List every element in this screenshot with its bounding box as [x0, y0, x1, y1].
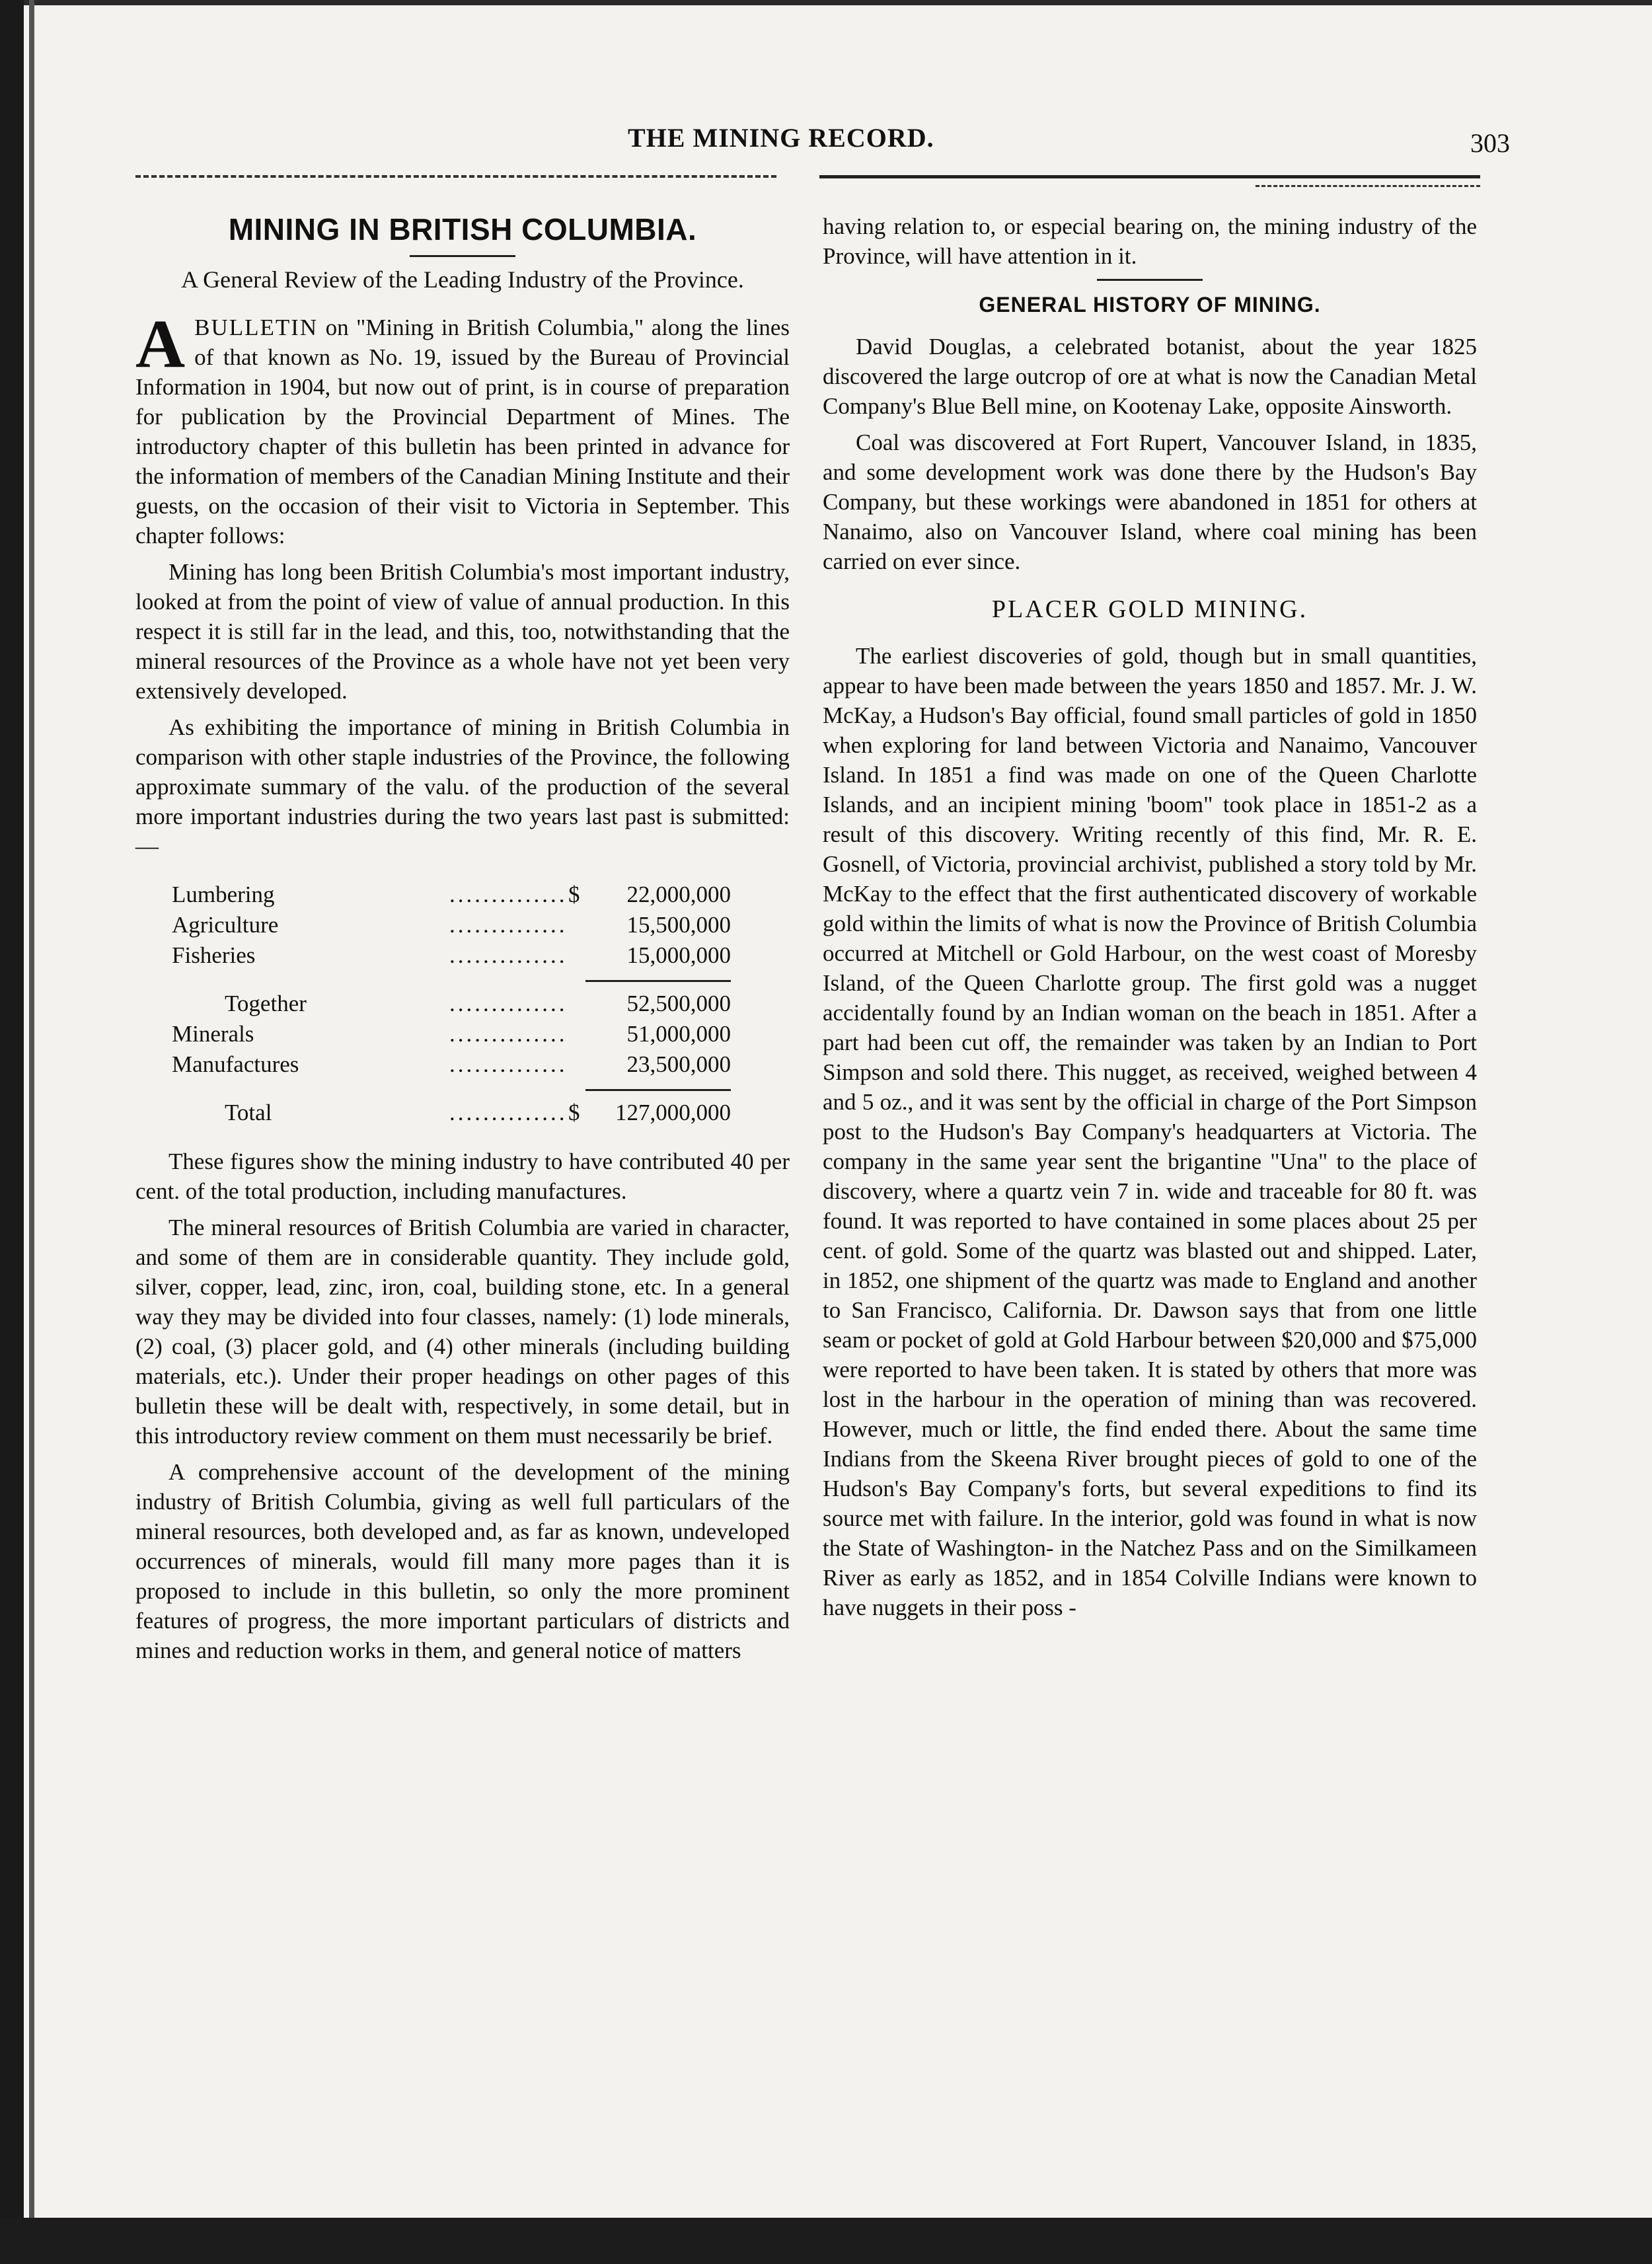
- currency-sign: $: [568, 882, 580, 907]
- table-spacer: [172, 971, 731, 981]
- row-label: Total: [225, 1100, 272, 1125]
- scan-border-bottom: [0, 2218, 1652, 2264]
- paragraph-9: Coal was discovered at Fort Rupert, Vancouver Island, in 1835, and some development work was done there by the Hudson's Bay Company, but these workings were abandoned in 1851 for others at Nanaimo, also on Vancouver Island, where coal mining has been carried on ever since.: [823, 430, 1477, 574]
- table-row: [172, 1049, 731, 1080]
- intro-paragraph: [135, 306, 790, 550]
- production-summary-table: [172, 880, 731, 1128]
- leader-dots: ..............: [449, 882, 568, 907]
- leader-dots: ..............: [449, 912, 568, 938]
- table-row: [172, 910, 731, 940]
- row-label: Manufactures: [172, 1051, 299, 1077]
- leader-dots: ..............: [449, 942, 568, 968]
- article-subtitle: A General Review of the Leading Industry of the Province.: [181, 266, 744, 293]
- section-heading-general-history: GENERAL HISTORY OF MINING.: [979, 293, 1321, 317]
- table-row: [172, 1019, 731, 1049]
- table-spacer: [172, 1080, 731, 1090]
- currency-sign: $: [568, 1100, 580, 1125]
- binding-shadow-inner: [29, 0, 34, 2264]
- table-rule: [172, 981, 731, 989]
- row-amount: 51,000,000: [626, 1021, 731, 1047]
- row-label: Lumbering: [172, 882, 275, 907]
- currency-sign: [568, 940, 585, 971]
- paragraph-10: The earliest discoveries of gold, though but in small quantities, appear to have been made between the years 1850 and 1857. Mr. J. W. McKay, a Hudson's Bay official, found small particles of gold in 1850 when exploring for land between Victoria and Nanaimo, Vancouver Island. In 1851 a find was made on one of the Queen Charlotte Islands, and an incipient mining 'boom" took place in 1851-2 as a result of this discovery. Writing recently of this find, Mr. R. E. Gosnell, of Victoria, provincial archivist, published a story told by Mr. McKay to the effect that the first authenticated discovery of workable gold within the limits of what is now the Province of British Columbia occurred at Mitchell or Gold Harbour, on the west coast of Moresby Island, of the Queen Charlotte group. The first gold was a nugget accidentally found by an Indian woman on the beach in 1851. After a part had been cut off, the remainder was taken by an Indian to Port Simpson and sold there. This nugget, as received, weighed between 4 and 5 oz., and it was sent by the official in charge of the Port Simpson post to the Hudson's Bay Company's headquarters at Victoria. The company in the same year sent the brigantine "Una" to the place of discovery, where a quartz vein 7 in. wide and traceable for 80 ft. was found. It was reported to have contained in some places about 25 per cent. of gold. Some of the quartz was blasted out and shipped. Later, in 1852, one shipment of the quartz was made to England and another to San Francisco, California. Dr. Dawson says that from one little seam or pocket of gold at Gold Harbour between $20,000 and $75,000 were reported to have been taken. It is stated by others that more was lost in the harbour in the operation of mining than was recovered. However, much or little, the find ended there. About the same time Indians from the Skeena River brought pieces of gold to one of the Hudson's Bay Company's forts, but several expeditions to find its source met with failure. In the interior, gold was found in what is now the State of Washington- in the Natchez Pass and on the Similkameen River as early as 1852, and in 1854 Colville Indians were known to have nuggets in their poss -: [823, 643, 1477, 1620]
- running-head: [86, 122, 1510, 162]
- row-amount: 15,500,000: [626, 912, 731, 938]
- table-row: [172, 940, 731, 971]
- section-divider: [1097, 279, 1203, 281]
- article-title: MINING IN BRITISH COLUMBIA.: [228, 212, 697, 246]
- binding-shadow: [0, 0, 24, 2264]
- header-rule-right: [819, 175, 1480, 178]
- table-rule: [172, 1090, 731, 1098]
- paragraph-8: David Douglas, a celebrated botanist, about the year 1825 discovered the large outcrop of ore at what is now the Canadian Metal Company's Blue Bell mine, on Kootenay Lake, opposite Ainsworth.: [823, 334, 1477, 419]
- row-label: Agriculture: [172, 912, 279, 938]
- paragraph-7: having relation to, or especial bearing on, the mining industry of the Province, will have attention in it.: [823, 213, 1477, 269]
- row-amount: 22,000,000: [626, 882, 731, 907]
- row-label: Together: [225, 991, 307, 1016]
- running-title: THE MINING RECORD.: [628, 123, 934, 153]
- leader-dots: ..............: [449, 991, 568, 1016]
- title-divider: [410, 255, 515, 257]
- row-amount: 15,000,000: [626, 942, 731, 968]
- section-heading-placer-gold: PLACER GOLD MINING.: [991, 595, 1308, 623]
- row-label: Minerals: [172, 1021, 254, 1047]
- header-rule-left: [135, 175, 776, 178]
- row-label: Fisheries: [172, 942, 256, 968]
- table-row: [172, 880, 731, 910]
- paragraph-6: A comprehensive account of the development of the mining industry of British Columbia, giving as well full particulars of the mineral resources, both developed and, as far as known, undeveloped occurrences of minerals, would fill many more pages than it is proposed to include in this bulletin, so only the more prominent features of progress, the more important particulars of districts and mines and reduction works in them, and general notice of matters: [135, 1459, 790, 1663]
- paragraph-2: Mining has long been British Columbia's most important industry, looked at from the point of view of value of annual production. In this respect it is still far in the lead, and this, too, notwithstanding that the mineral resources of the Province as a whole have not yet been very extensively developed.: [135, 559, 790, 704]
- leader-dots: ..............: [449, 1051, 568, 1077]
- currency-sign: [568, 910, 585, 940]
- table-row-together: [172, 989, 731, 1019]
- page-number: 303: [1470, 128, 1510, 158]
- header-rule-right-dashed: [1256, 185, 1480, 187]
- row-amount: 52,500,000: [626, 991, 731, 1016]
- leader-dots: ..............: [449, 1021, 568, 1047]
- row-amount: 127,000,000: [615, 1100, 731, 1125]
- leader-dots: ..............: [449, 1100, 568, 1125]
- intro-smallcaps: BULLETIN: [194, 315, 319, 340]
- left-column: [135, 211, 790, 1672]
- page-edge-top: [0, 0, 1652, 5]
- table-row-total: [172, 1098, 731, 1128]
- drop-cap: A: [135, 306, 186, 382]
- row-amount: 23,500,000: [626, 1051, 731, 1077]
- paragraph-3: As exhibiting the importance of mining in British Columbia in comparison with other staple industries of the Province, the following approximate summary of the valu. of the production of the several more important industries during the two years last past is submitted:—: [135, 714, 790, 859]
- intro-text: on "Mining in British Columbia," along the lines of that known as No. 19, issued by the Bureau of Provincial Information in 1904, but now out of print, is in course of preparation for publication by the Provincial Department of Mines. The introductory chapter of this bulletin has been printed in advance for the information of members of the Canadian Mining Institute and their guests, on the occasion of their visit to Victoria in September. This chapter follows:: [135, 315, 790, 548]
- paragraph-4: These figures show the mining industry to have contributed 40 per cent. of the total production, including manufactures.: [135, 1149, 790, 1204]
- paragraph-5: The mineral resources of British Columbia are varied in character, and some of them are in considerable quantity. They include gold, silver, copper, lead, zinc, iron, coal, building stone, etc. In a general way they may be divided into four classes, namely: (1) lode minerals, (2) coal, (3) placer gold, and (4) other minerals (including building materials, etc.). Under their proper headings on other pages of this bulletin these will be dealt with, respectively, in some detail, but in this introductory review comment on them must necessarily be brief.: [135, 1215, 790, 1449]
- right-column: [823, 211, 1477, 1629]
